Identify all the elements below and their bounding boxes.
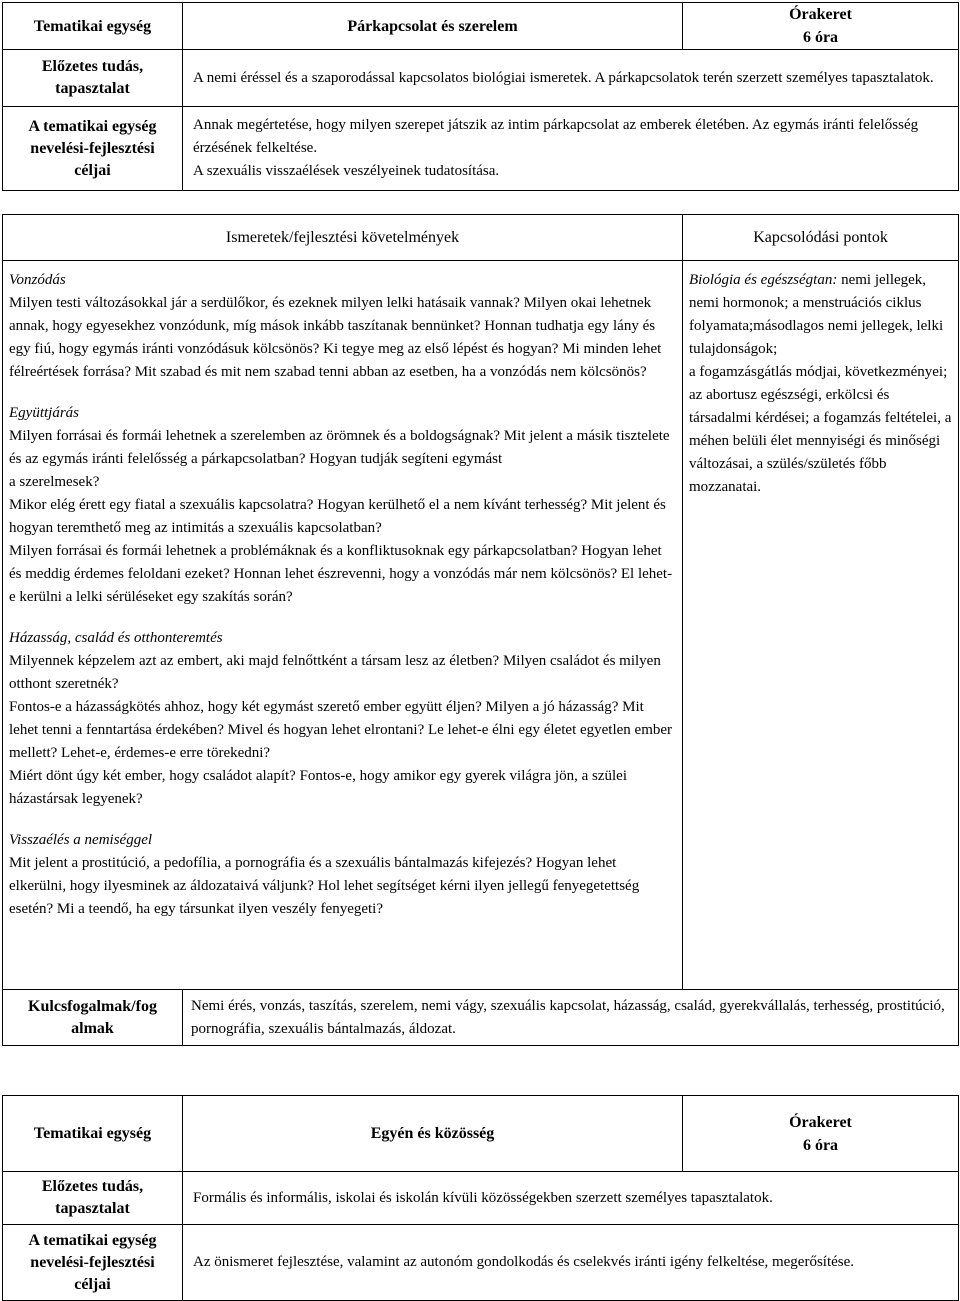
section-hazassag [9,627,676,811]
requirements-header: Ismeretek/fejlesztési követelmények [3,215,683,261]
goals-label: A tematikai egység nevelési-fejlesztési céljai [3,1225,183,1301]
keywords-text: Nemi érés, vonzás, taszítás, szerelem, nemi vágy, szexuális kapcsolat, házasság, család, gyerekvállalás, terhesség, prostitúció, pornográfia, szexuális bántalmazás, áldozat. [183,990,959,1046]
section-title: Együttjárás [9,405,79,421]
links-header: Kapcsolódási pontok [683,215,959,261]
links-line: az abortusz egészségi, erkölcsi és társadalmi kérdései; a fogamzás feltételei, a méhen belüli élet mennyiségi és minőségi változásai, a szülés/születés főbb mozzanatai. [689,387,952,495]
hours-cell [683,3,959,50]
hours-label: Órakeret [789,6,852,23]
hours-value: 6 óra [802,1136,839,1154]
section-text: Milyen forrásai és formái lehetnek a szerelemben az örömnek és a boldogságnak? Mit jelent a másik tisztelete és az egymás iránti felelősség a párkapcsolatban? Hogyan tudják segíteni egymást [9,428,670,467]
requirements-content [3,261,683,990]
section-visszaeles [9,829,676,921]
section-title: Házasság, család és otthonteremtés [9,630,223,646]
links-subject: Biológia és egészségtan: [689,272,838,288]
prior-knowledge-label: Előzetes tudás, tapasztalat [3,50,183,107]
links-content [683,261,959,990]
unit-label: Tematikai egység [3,3,183,50]
goals-text: Annak megértetése, hogy milyen szerepet játszik az intim párkapcsolat az emberek életében. Az egymás iránti felelősség érzésének felkeltése. A szexuális visszaélések veszélyeinek tudatosítása. [183,107,959,191]
section-egyuttjaras [9,402,676,609]
links-line: nemi jellegek, nemi hormonok; a menstruációs ciklus folyamata;másodlagos nemi jellegek, lelki tulajdonságok; [689,272,944,357]
unit-table-2 [2,1095,959,1301]
section-text: Mit jelent a prostitúció, a pedofília, a pornográfia és a szexuális bántalmazás kifejezés? Hogyan lehet elkerülni, hogy ilyesminek az áldozataivá váljunk? Hol lehet segítséget kérni ilyen jellegű fenyegetettség esetén? Mi a teendő, ha egy társunkat ilyen veszély fenyegeti? [9,855,640,917]
unit-label: Tematikai egység [3,1096,183,1172]
unit-title: Egyén és közösség [183,1096,683,1172]
links-line: a fogamzásgátlás módjai, következményei; [689,364,948,380]
hours-value: 6 óra [802,29,839,46]
hours-label: Órakeret [789,1113,852,1131]
goals-label: A tematikai egység nevelési-fejlesztési céljai [3,107,183,191]
section-text: Milyen testi változásokkal jár a serdülőkor, és ezeknek milyen lelki hatásaik vannak? Milyen okai lehetnek annak, hogy egyesekhez vonzódunk, míg mások inkább taszítanak bennünket? Honnan tudhatja egy lány és egy fiú, hogy egymás iránti vonzódásuk kölcsönös? Ki tegye meg az első lépést és hogyan? Mi minden lehet félreértések forrása? Mit szabad és mit nem szabad tenni abban az esetben, ha a vonzódás nem kölcsönös? [9,295,662,380]
unit-title: Párkapcsolat és szerelem [183,3,683,50]
section-title: Visszaélés a nemiséggel [9,832,153,848]
prior-knowledge-text: Formális és informális, iskolai és iskolán kívüli közösségekben szerzett személyes tapasztalatok. [183,1172,959,1225]
section-text: Milyen forrásai és formái lehetnek a problémáknak és a konfliktusoknak egy párkapcsolatban? Hogyan lehet és meddig érdemes feloldani ezeket? Honnan lehet észrevenni, hogy a vonzódás már nem kölcsönös? El lehet-e kerülni a lelki sérüléseket egy szakítás során? [9,543,673,605]
hours-cell [683,1096,959,1172]
unit-table-1 [2,2,959,1046]
prior-knowledge-text: A nemi éréssel és a szaporodással kapcsolatos biológiai ismeretek. A párkapcsolatok terén szerzett személyes tapasztalatok. [183,50,959,107]
section-text: Fontos-e a házasságkötés ahhoz, hogy két egymást szerető ember együtt éljen? Milyen a jó házasság? Mit lehet tenni a fenntartása érdekében? Mivel és hogyan lehet elrontani? Le lehet-e élni egy életet egyetlen ember mellett? Lehet-e, érdemes-e erre törekedni? [9,699,673,761]
prior-knowledge-label: Előzetes tudás, tapasztalat [3,1172,183,1225]
section-vonzodas [9,269,676,384]
section-text: Mikor elég érett egy fiatal a szexuális kapcsolatra? Hogyan kerülhető el a nem kívánt terhesség? Mit jelent és hogyan teremthető meg az intimitás a szexuális kapcsolatban? [9,497,666,536]
section-text: a szerelmesek? [9,474,100,490]
section-text: Milyennek képzelem azt az embert, aki majd felnőttként a társam lesz az életben? Milyen családot és milyen otthont szeretnék? [9,653,661,692]
section-title: Vonzódás [9,272,66,288]
goals-text: Az önismeret fejlesztése, valamint az autonóm gondolkodás és cselekvés iránti igény felkeltése, megerősítése. [183,1225,959,1301]
keywords-label: Kulcsfogalmak/fog almak [3,990,183,1046]
section-text: Miért dönt úgy két ember, hogy családot alapít? Fontos-e, hogy amikor egy gyerek világra jön, a szülei házastársak legyenek? [9,768,627,807]
